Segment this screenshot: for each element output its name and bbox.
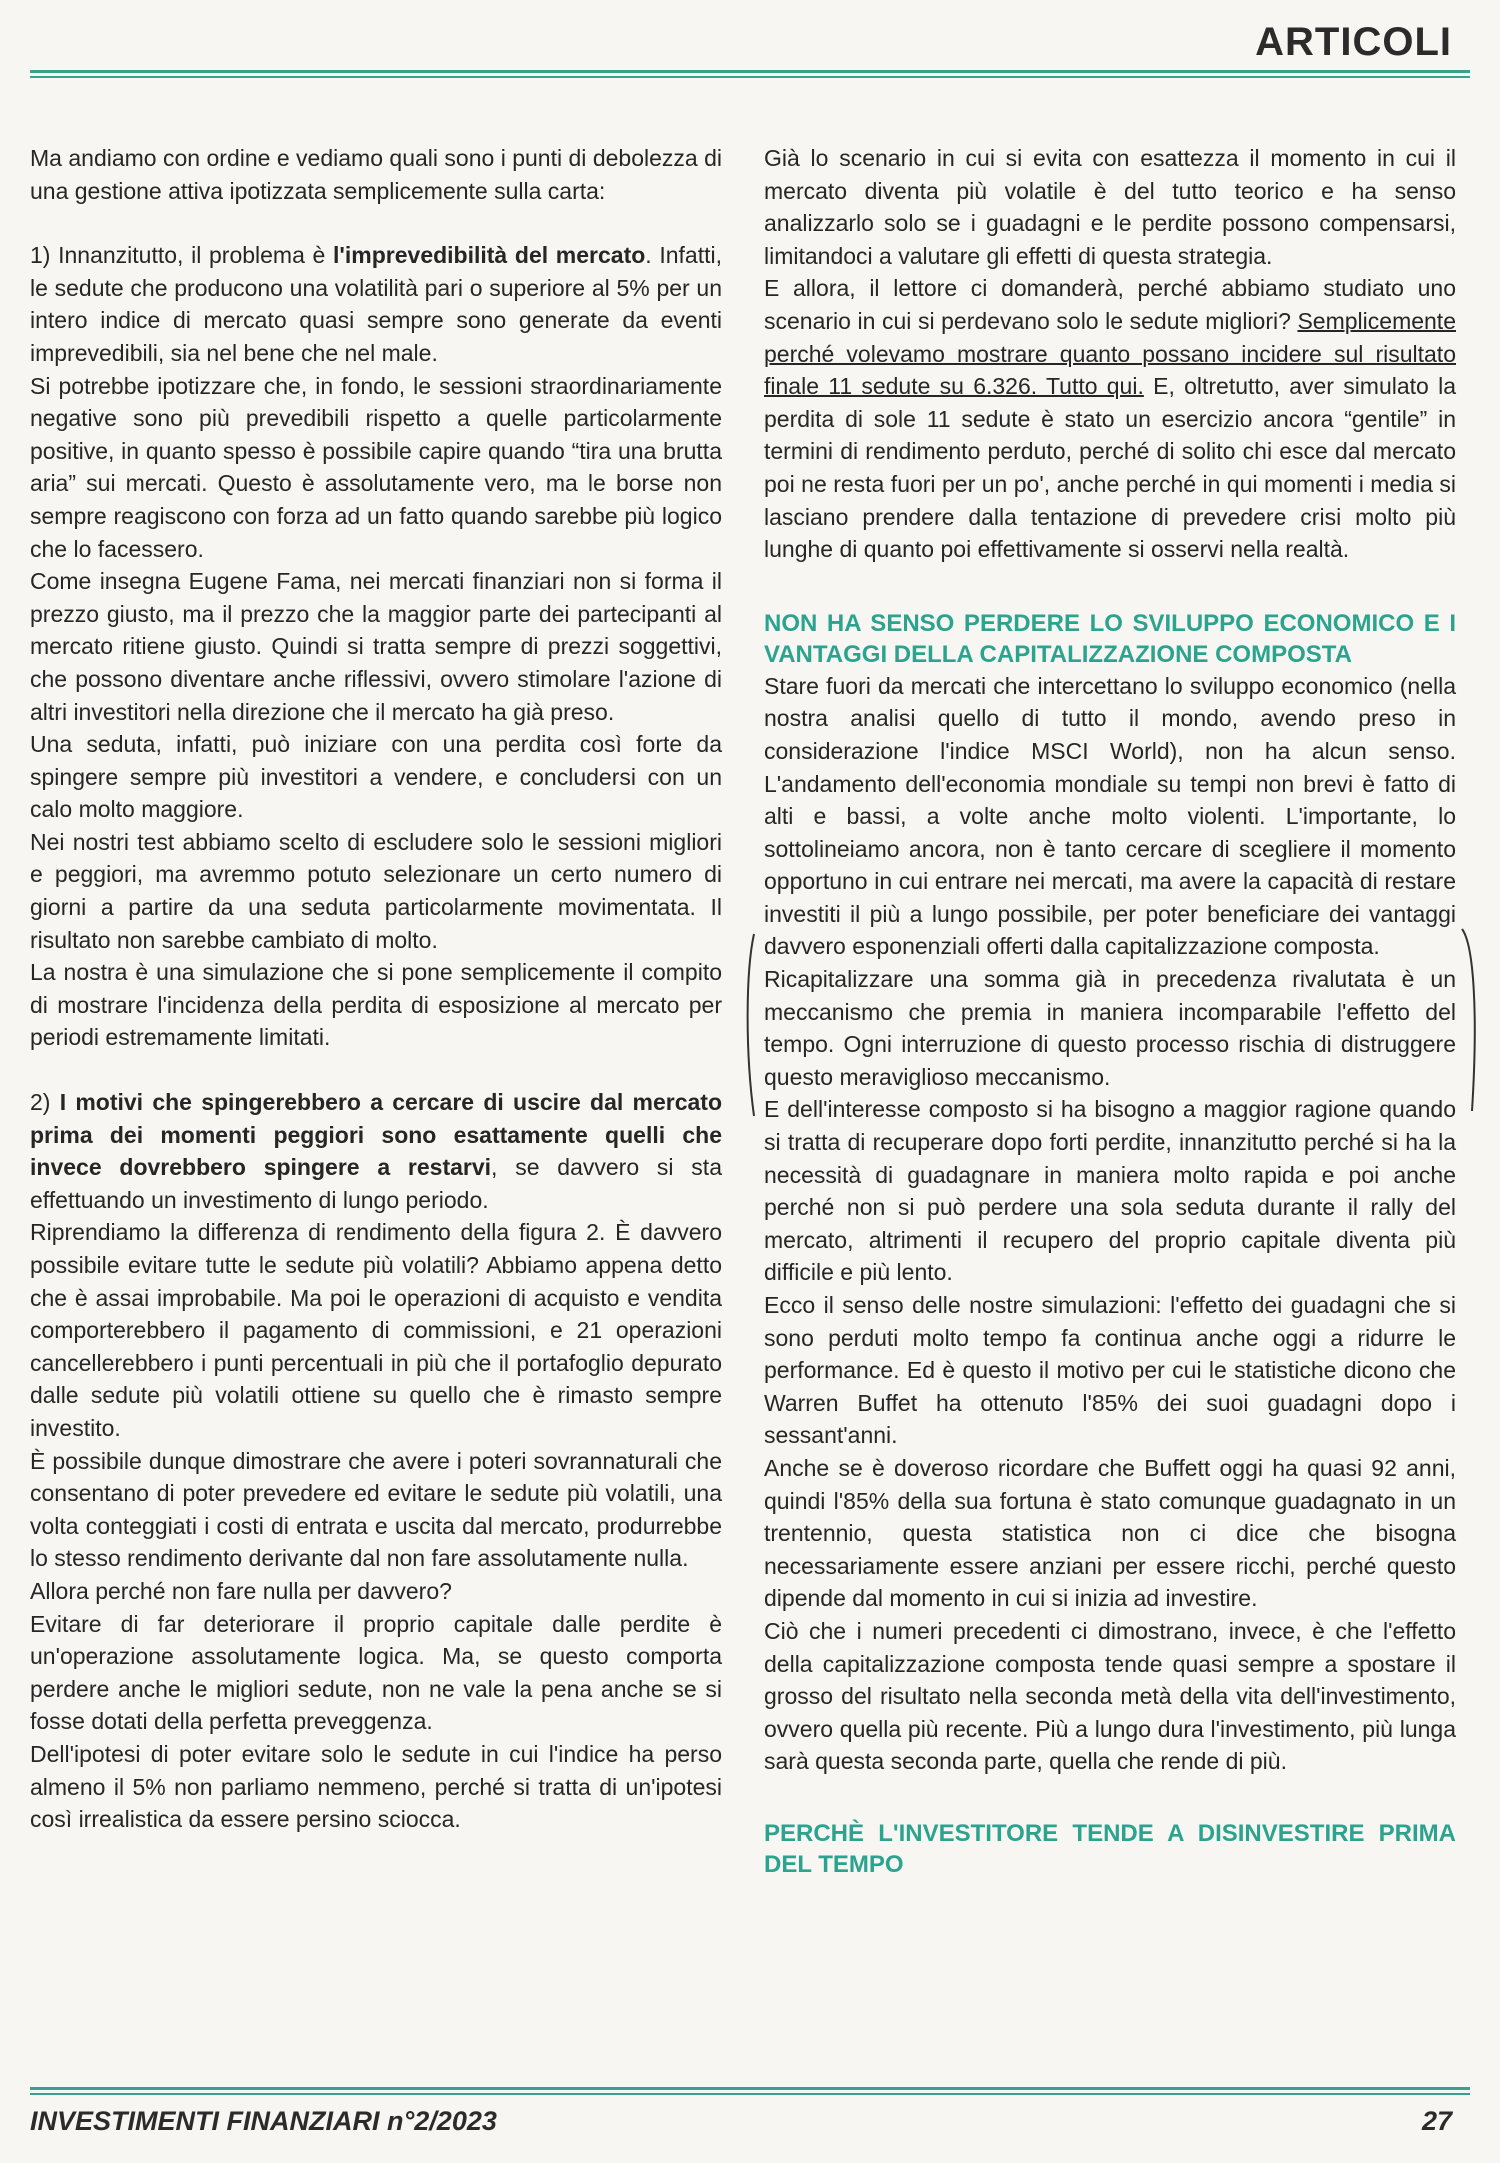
- paragraph: È possibile dunque dimostrare che avere i poteri sovrannaturali che consentano di poter prevedere ed evitare le sedute più volatili, una volta conteggiati i costi di entrata e uscita dal mercato, produrrebbe lo stesso rendimento derivante dal non fare assolutamente nulla.: [30, 1447, 722, 1572]
- paragraph: Riprendiamo la differenza di rendimento della figura 2. È davvero possibile evitare tutte le sedute più volatili? Abbiamo appena detto che è assai improbabile. Ma poi le operazioni di acquisto e vendita comporterebbero il pagamento di commissioni, e 21 operazioni cancellerebbero i punti percentuali in più che il portafoglio depurato dalle sedute più volatili ottiene su quello che è rimasto sempre investito.: [30, 1219, 722, 1441]
- paragraph: Dell'ipotesi di poter evitare solo le sedute in cui l'indice ha perso almeno il 5% non parliamo nemmeno, perché si tratta di un'ipotesi così irrealistica da essere persino sciocca.: [30, 1740, 722, 1833]
- paragraph: Come insegna Eugene Fama, nei mercati finanziari non si forma il prezzo giusto, ma il prezzo che la maggior parte dei partecipanti al mercato ritiene giusto. Quindi si tratta sempre di prezzi soggettivi, che possono diventare anche riflessivi, ovvero stimolare l'azione di altri investitori nella direzione che il mercato ha già preso.: [30, 568, 722, 725]
- paragraph: Già lo scenario in cui si evita con esattezza il momento in cui il mercato diventa più volatile è del tutto teorico e ha senso analizzarlo solo se i guadagni e le perdite possono compensarsi, limitandoci a valutare gli effetti di questa strategia.: [764, 145, 1456, 269]
- bold-text: l'imprevedibilità del mercato: [333, 242, 646, 269]
- right-column: [764, 142, 1456, 1880]
- paragraph: La nostra è una simulazione che si pone semplicemente il compito di mostrare l'incidenza della perdita di esposizione al mercato per periodi estremamente limitati.: [30, 959, 722, 1051]
- footer-rule: [30, 2087, 1470, 2090]
- pen-bracket-left-mark: [742, 930, 762, 1120]
- section-title: ARTICOLI: [1255, 20, 1452, 64]
- paragraph: [30, 239, 722, 369]
- paragraph: Evitare di far deteriorare il proprio capitale dalle perdite è un'operazione assolutamente logica. Ma, se questo comporta perdere anche le migliori sedute, non ne vale la pena anche se si fosse dotati della perfetta preveggenza.: [30, 1610, 722, 1735]
- text-run: 2): [30, 1089, 60, 1116]
- underlined-text: Semplicemente perché volevamo mostrare quanto possano incidere sul risultato finale 11 sedute su 6.326. Tutto qui.: [764, 307, 1456, 400]
- text-run: , se davvero si sta effettuando un investimento di lungo periodo.: [30, 1154, 722, 1213]
- text-run: E allora, il lettore ci domanderà, perché abbiamo studiato uno scenario in cui si perdevano solo le sedute migliori?: [764, 275, 1456, 334]
- paragraph: E dell'interesse composto si ha bisogno a maggior ragione quando si tratta di recuperare dopo forti perdite, innanzitutto perché si ha la necessità di guadagnare in maniera molto rapida e poi anche perché non si può perdere una sola seduta durante il rally del mercato, altrimenti il recupero del proprio capitale diventa più difficile e più lento.: [764, 1096, 1456, 1286]
- paragraph: Ma andiamo con ordine e vediamo quali sono i punti di debolezza di una gestione attiva ipotizzata semplicemente sulla carta:: [30, 145, 722, 204]
- text-run: . Infatti, le sedute che producono una volatilità pari o superiore al 5% per un intero indice di mercato quasi sempre sono generate da eventi imprevedibili, sia nel bene che nel male.: [30, 242, 722, 366]
- paragraph: [764, 272, 1456, 565]
- subheading: NON HA SENSO PERDERE LO SVILUPPO ECONOMICO E I VANTAGGI DELLA CAPITALIZZAZIONE COMPOSTA: [764, 609, 1456, 668]
- left-column: [30, 142, 722, 1836]
- paragraph: Ricapitalizzare una somma già in precedenza rivalutata è un meccanismo che premia in maniera incomparabile l'effetto del tempo. Ogni interruzione di questo processo rischia di distruggere questo meraviglioso meccanismo.: [764, 966, 1456, 1090]
- paragraph: Ecco il senso delle nostre simulazioni: l'effetto dei guadagni che si sono perduti molto tempo fa continua anche oggi a ridurre le performance. Ed è questo il motivo per cui le statistiche dicono che Warren Buffet ha ottenuto l'85% dei suoi guadagni dopo i sessant'anni.: [764, 1292, 1456, 1449]
- paragraph: [30, 1086, 722, 1216]
- page-number: 27: [1421, 2106, 1452, 2136]
- paragraph: Nei nostri test abbiamo scelto di escludere solo le sessioni migliori e peggiori, ma avremmo potuto selezionare un certo numero di giorni a partire da una seduta particolarmente movimentata. Il risultato non sarebbe cambiato di molto.: [30, 828, 722, 953]
- paragraph: Anche se è doveroso ricordare che Buffett oggi ha quasi 92 anni, quindi l'85% della sua fortuna è stato comunque guadagnato in un trentennio, questa statistica non ci dice che bisogna necessariamente essere anziani per essere ricchi, perché questo dipende dal momento in cui si inizia ad investire.: [764, 1454, 1456, 1612]
- footer-rule-thin: [30, 2093, 1470, 2095]
- subheading: PERCHÈ L'INVESTITORE TENDE A DISINVESTIRE PRIMA DEL TEMPO: [764, 1819, 1456, 1878]
- paragraph: Ciò che i numeri precedenti ci dimostrano, invece, è che l'effetto della capitalizzazione composta tende quasi sempre a spostare il grosso del risultato nella seconda metà della vita dell'investimento, ovvero quella più recente. Più a lungo dura l'investimento, più lunga sarà questa seconda parte, quella che rende di più.: [764, 1617, 1456, 1775]
- text-run: 1) Innanzitutto, il problema è: [30, 242, 334, 269]
- paragraph: Si potrebbe ipotizzare che, in fondo, le sessioni straordinariamente negative sono più prevedibili rispetto a quelle particolarmente positive, in quanto spesso è possibile capire quando “tira una brutta aria” sui mercati. Questo è assolutamente vero, ma le borse non sempre reagiscono con forza ad un fatto quando sarebbe più logico che lo facessero.: [30, 372, 722, 562]
- header-rule-thin: [30, 76, 1470, 78]
- header-rule: [30, 70, 1470, 73]
- magazine-title: INVESTIMENTI FINANZIARI n°2/2023: [30, 2106, 497, 2136]
- pen-bracket-right-mark: [1458, 925, 1482, 1115]
- page-header: [0, 0, 1500, 80]
- paragraph: Allora perché non fare nulla per davvero?: [30, 1577, 452, 1604]
- paragraph: Stare fuori da mercati che intercettano lo sviluppo economico (nella nostra analisi quello di tutto il mondo, avendo preso in considerazione l'indice MSCI World), non ha alcun senso. L'andamento dell'economia mondiale su tempi non brevi è fatto di alti e bassi, a volte anche molto violenti. L'importante, lo sottolineiamo ancora, non è tanto cercare di scegliere il momento opportuno in cui entrare nei mercati, ma avere la capacità di restare investiti il più a lungo possibile, per poter beneficiare dei vantaggi davvero esponenziali offerti dalla capitalizzazione composta.: [764, 672, 1456, 960]
- text-run: E, oltretutto, aver simulato la perdita di sole 11 sedute è stato un esercizio ancora “gentile” in termini di rendimento perduto, perché di solito chi esce dal mercato poi ne resta fuori per un po', anche perché in qui momenti i media si lasciano prendere dalla tentazione di prevedere crisi molto più lunghe di quanto poi effettivamente si osservi nella realtà.: [764, 373, 1456, 563]
- paragraph: Una seduta, infatti, può iniziare con una perdita così forte da spingere sempre più investitori a vendere, e concludersi con un calo molto maggiore.: [30, 731, 722, 823]
- bold-text: I motivi che spingerebbero a cercare di uscire dal mercato prima dei momenti peggiori sono esattamente quelli che invece dovrebbero spingere a restarvi: [30, 1089, 722, 1181]
